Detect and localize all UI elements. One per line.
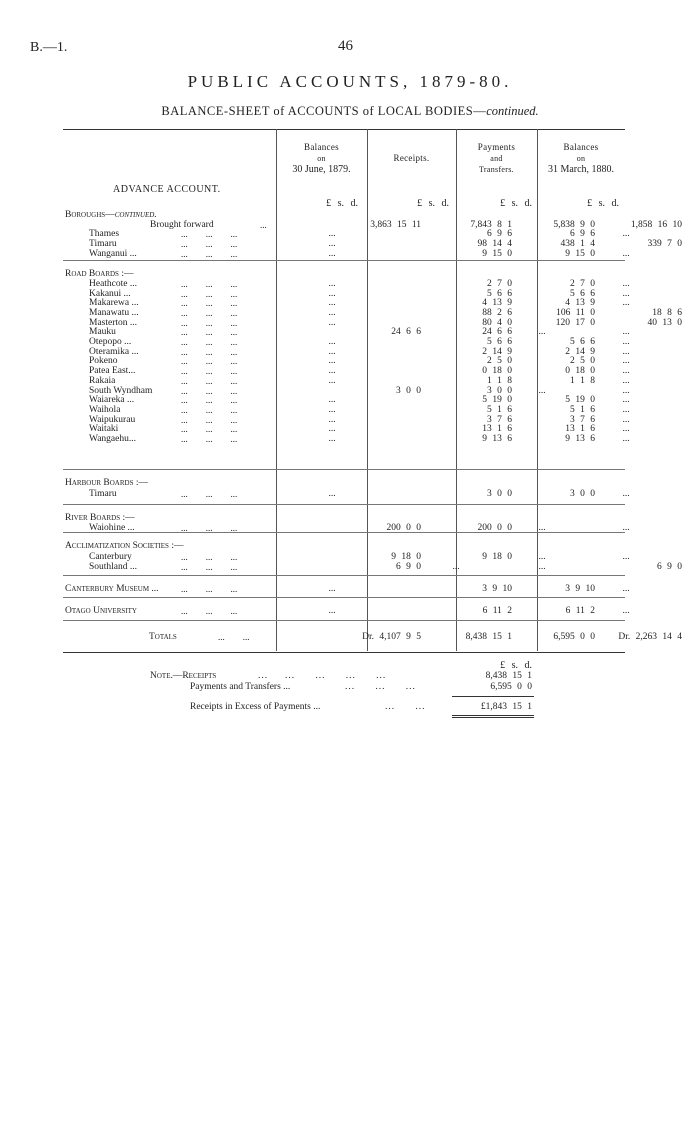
cell-p: 3 9 10 — [565, 584, 595, 594]
cell-r: 7,843 8 1 — [470, 220, 512, 230]
leader-dots: ... ... ... — [181, 347, 238, 357]
cell-b1: ... — [328, 337, 336, 347]
cell-b1: ... — [328, 318, 336, 328]
row-label: Mauku — [89, 327, 116, 337]
note-payments-label: Payments and Transfers ... — [190, 682, 291, 692]
table-row — [63, 489, 630, 499]
subtitle-main: BALANCE-SHEET of ACCOUNTS of LOCAL BODIES— — [161, 104, 487, 118]
cell-b2: ... — [622, 606, 630, 616]
cell-p: ... — [538, 562, 546, 572]
leader-dots: ... ... ... — [181, 279, 238, 289]
cell-p: ... — [538, 386, 546, 396]
cell-b2: ... — [622, 584, 630, 594]
cell-b1: 6 9 0 — [396, 562, 421, 572]
cell-p: 5 6 6 — [570, 289, 595, 299]
row-separator — [63, 504, 625, 505]
cell-p: 9 13 6 — [565, 434, 595, 444]
cell-b1: ... — [328, 395, 336, 405]
leader-dots: ... ... ... — [181, 376, 238, 386]
row-separator — [63, 532, 625, 533]
leader-dots: ... ... ... — [181, 356, 238, 366]
cell-p: 6 9 6 — [570, 229, 595, 239]
row-label: Road Boards :— — [65, 269, 134, 279]
cell-r: 3 0 0 — [487, 489, 512, 499]
col-line: on — [576, 154, 586, 163]
cell-b2: ... — [622, 337, 630, 347]
column-header-receipts — [367, 153, 456, 164]
row-label: Pokeno — [89, 356, 118, 366]
leader-dots: ... ... — [218, 632, 250, 642]
table-row — [63, 356, 630, 366]
cell-p: 13 1 6 — [565, 424, 595, 434]
row-label: Heathcote ... — [89, 279, 138, 289]
leader-dots: ... ... ... — [181, 289, 238, 299]
note-excess-label: Receipts in Excess of Payments ... — [190, 702, 321, 712]
header-left: B.—1. — [30, 40, 68, 55]
cell-b2: 18 8 6 — [652, 308, 682, 318]
leader-dots: ... ... ... — [181, 415, 238, 425]
cell-r: 5 6 6 — [487, 289, 512, 299]
row-separator — [63, 575, 625, 576]
leader-dots: ... ... ... — [181, 395, 238, 405]
cell-r: 24 6 6 — [482, 327, 512, 337]
cell-p: 6 11 2 — [565, 606, 595, 616]
cell-b2: ... — [622, 289, 630, 299]
cell-b1: ... — [328, 434, 336, 444]
cell-p: ... — [538, 552, 546, 562]
cell-p: 3 7 6 — [570, 415, 595, 425]
cell-p: 4 13 9 — [565, 298, 595, 308]
cell-r: 2 5 0 — [487, 356, 512, 366]
cell-b1: ... — [328, 366, 336, 376]
table-row — [63, 584, 630, 594]
row-label: Oteramika ... — [89, 347, 139, 357]
cell-b2: ... — [622, 395, 630, 405]
row-label: Timaru — [89, 489, 117, 499]
cell-r: 3 0 0 — [487, 386, 512, 396]
table-row — [63, 606, 630, 616]
cell-p: 5 1 6 — [570, 405, 595, 415]
cell-r: 5 1 6 — [487, 405, 512, 415]
table-row — [63, 308, 682, 318]
leader-dots: ... ... ... — [181, 386, 238, 396]
leader-dots: ... ... ... — [181, 405, 238, 415]
subtitle-italic: continued. — [486, 104, 539, 118]
unit-label: £ s. d. — [587, 198, 619, 209]
row-label: Wanganui ... — [89, 249, 137, 259]
cell-p: 6,595 0 0 — [553, 632, 595, 642]
row-label: Waiareka ... — [89, 395, 135, 405]
row-label: Waihola — [89, 405, 121, 415]
table-row — [63, 337, 630, 347]
table-row — [63, 478, 625, 488]
column-header-payments — [456, 142, 537, 175]
cell-b1: ... — [328, 308, 336, 318]
row-label: Southland ... — [89, 562, 138, 572]
leader-dots: ... ... ... — [181, 337, 238, 347]
cell-r: 3 9 10 — [482, 584, 512, 594]
unit-label: £ s. d. — [500, 198, 532, 209]
cell-b2: ... — [622, 249, 630, 259]
cell-b2: ... — [622, 376, 630, 386]
leader-dots: ... ... ... — [181, 434, 238, 444]
note-dots: ... ... ... — [345, 682, 416, 692]
cell-p: 5,838 9 0 — [553, 220, 595, 230]
column-header-balances-1880 — [537, 142, 625, 175]
table-row — [63, 279, 630, 289]
row-separator — [63, 469, 625, 470]
page-title: PUBLIC ACCOUNTS, 1879-80. — [187, 72, 513, 91]
cell-r: 88 2 6 — [482, 308, 512, 318]
cell-b1: ... — [328, 298, 336, 308]
row-label: Otago University — [65, 606, 137, 616]
row-label: Totals — [149, 632, 177, 642]
leader-dots: ... ... ... — [181, 327, 238, 337]
row-label: Patea East... — [89, 366, 136, 376]
leader-dots: ... ... ... — [181, 249, 238, 259]
cell-b2: 339 7 0 — [647, 239, 682, 249]
leader-dots: ... ... ... — [181, 523, 238, 533]
cell-b1: 3 0 0 — [396, 386, 421, 396]
cell-b2: ... — [622, 405, 630, 415]
cell-b1: 9 18 0 — [391, 552, 421, 562]
cell-b1: ... — [328, 415, 336, 425]
cell-b2: ... — [622, 366, 630, 376]
col-line: 30 June, 1879. — [292, 164, 351, 175]
row-label: Otepopo ... — [89, 337, 132, 347]
leader-dots: ... ... ... — [181, 239, 238, 249]
cell-b1: 3,863 15 11 — [370, 220, 421, 230]
cell-b2: Dr. 2,263 14 4 — [618, 632, 682, 642]
col-line: Balances — [563, 142, 599, 152]
row-label: Waiohine ... — [89, 523, 135, 533]
note-double-rule — [452, 717, 534, 718]
cell-p: 3 0 0 — [570, 489, 595, 499]
cell-p: ... — [538, 523, 546, 533]
row-label: Harbour Boards :— — [65, 478, 148, 488]
cell-b2: 40 13 0 — [647, 318, 682, 328]
note-double-rule — [452, 715, 534, 716]
cell-p: 2 7 0 — [570, 279, 595, 289]
cell-b1: ... — [328, 239, 336, 249]
table-row — [63, 513, 625, 523]
cell-p: 9 15 0 — [565, 249, 595, 259]
row-label: Makarewa ... — [89, 298, 139, 308]
unit-label: £ s. d. — [417, 198, 449, 209]
cell-b1: ... — [328, 606, 336, 616]
cell-r: 9 15 0 — [482, 249, 512, 259]
cell-p: 2 14 9 — [565, 347, 595, 357]
cell-r: 5 19 0 — [482, 395, 512, 405]
leader-dots: ... — [260, 220, 267, 230]
cell-p: 5 6 6 — [570, 337, 595, 347]
cell-b2: 1,858 16 10 — [630, 220, 682, 230]
cell-p: 5 19 0 — [565, 395, 595, 405]
cell-b2: ... — [622, 279, 630, 289]
row-separator — [63, 260, 625, 261]
row-label: Kakanui ... — [89, 289, 131, 299]
col-line: Receipts. — [393, 153, 430, 163]
leader-dots: ... ... ... — [181, 424, 238, 434]
cell-b1: ... — [328, 376, 336, 386]
row-label: South Wyndham — [89, 386, 153, 396]
cell-b1: ... — [328, 424, 336, 434]
col-line: Payments — [477, 142, 516, 152]
cell-b1: ... — [328, 279, 336, 289]
cell-b2: ... — [622, 552, 630, 562]
note-excess-value: £1,843 15 1 — [480, 702, 532, 712]
cell-r: 8,438 15 1 — [465, 632, 512, 642]
cell-r: ... — [452, 562, 460, 572]
table-row — [63, 424, 630, 434]
cell-r: 200 0 0 — [477, 523, 512, 533]
leader-dots: ... ... ... — [181, 318, 238, 328]
cell-b1: ... — [328, 249, 336, 259]
note-rule — [452, 696, 534, 697]
cell-r: 6 11 2 — [482, 606, 512, 616]
col-line: Transfers. — [479, 165, 514, 174]
leader-dots: ... ... ... — [181, 584, 238, 594]
leader-dots: ... ... ... — [181, 552, 238, 562]
table-row — [63, 249, 630, 259]
leader-dots: ... ... ... — [181, 606, 238, 616]
note-unit: £ s. d. — [500, 660, 532, 671]
cell-r: 98 14 4 — [477, 239, 512, 249]
cell-b1: ... — [328, 405, 336, 415]
note-receipts-label: Note.—Receipts — [150, 671, 217, 681]
cell-r: 6 9 6 — [487, 229, 512, 239]
cell-p: 438 1 4 — [560, 239, 595, 249]
row-label: Thames — [89, 229, 120, 239]
column-header-balances-1879 — [276, 142, 367, 175]
table-row — [63, 298, 630, 308]
note-receipts-value: 8,438 15 1 — [485, 671, 532, 681]
col-line: on — [317, 154, 326, 163]
row-label: Canterbury — [89, 552, 132, 562]
row-label: Waitaki — [89, 424, 119, 434]
leader-dots: ... ... ... — [181, 229, 238, 239]
table-row — [63, 562, 682, 572]
table-row — [63, 366, 630, 376]
leader-dots: ... ... ... — [181, 489, 238, 499]
cell-b2: ... — [622, 523, 630, 533]
table-row — [63, 405, 630, 415]
table-subtitle — [0, 104, 700, 119]
col-line: and — [490, 154, 503, 163]
cell-b1: Dr. 4,107 9 5 — [362, 632, 421, 642]
cell-b2: ... — [622, 415, 630, 425]
table-row — [63, 630, 682, 644]
row-label: Acclimatization Societies :— — [65, 541, 184, 551]
cell-p: 0 18 0 — [565, 366, 595, 376]
cell-p: 120 17 0 — [555, 318, 595, 328]
cell-b1: ... — [328, 584, 336, 594]
table-row — [63, 552, 630, 562]
cell-b2: ... — [622, 424, 630, 434]
leader-dots: ... ... ... — [181, 308, 238, 318]
cell-r: 0 18 0 — [482, 366, 512, 376]
cell-p: 2 5 0 — [570, 356, 595, 366]
row-label: Canterbury Museum ... — [65, 584, 159, 594]
cell-b2: ... — [622, 386, 630, 396]
cell-r: 4 13 9 — [482, 298, 512, 308]
section-title: ADVANCE ACCOUNT. — [113, 184, 221, 195]
cell-b2: ... — [622, 434, 630, 444]
row-label: Timaru — [89, 239, 117, 249]
cell-r: 9 13 6 — [482, 434, 512, 444]
cell-b1: ... — [328, 347, 336, 357]
cell-b2: ... — [622, 356, 630, 366]
table-row — [63, 269, 625, 279]
table-row — [63, 210, 625, 220]
table-row — [63, 229, 630, 239]
cell-b2: ... — [622, 327, 630, 337]
table-row — [63, 395, 630, 405]
cell-r: 1 1 8 — [487, 376, 512, 386]
row-label: Waipukurau — [89, 415, 136, 425]
row-label: Wangaehu... — [89, 434, 136, 444]
table-row — [63, 327, 630, 337]
note-dots: ... ... — [385, 702, 426, 712]
leader-dots: ... ... ... — [181, 562, 238, 572]
cell-p: 106 11 0 — [556, 308, 595, 318]
cell-r: 3 7 6 — [487, 415, 512, 425]
row-label: Masterton ... — [89, 318, 138, 328]
cell-r: 2 14 9 — [482, 347, 512, 357]
page-number: 46 — [338, 38, 353, 54]
table-row — [63, 376, 630, 386]
cell-b1: ... — [328, 489, 336, 499]
cell-b1: 200 0 0 — [386, 523, 421, 533]
cell-p: 1 1 8 — [570, 376, 595, 386]
row-label: Rakaia — [89, 376, 116, 386]
table-row — [63, 239, 682, 249]
cell-p: ... — [538, 327, 546, 337]
cell-b1: ... — [328, 289, 336, 299]
row-label: Manawatu ... — [89, 308, 139, 318]
unit-label: £ s. d. — [326, 198, 358, 209]
col-line: Balances — [304, 142, 339, 152]
cell-r: 9 18 0 — [482, 552, 512, 562]
cell-b2: ... — [622, 489, 630, 499]
cell-r: 13 1 6 — [482, 424, 512, 434]
leader-dots: ... ... ... — [181, 366, 238, 376]
table-row — [63, 434, 630, 444]
cell-b2: ... — [622, 229, 630, 239]
row-separator — [63, 620, 625, 621]
cell-r: 2 7 0 — [487, 279, 512, 289]
row-separator — [63, 597, 625, 598]
cell-b1: ... — [328, 356, 336, 366]
row-label: River Boards :— — [65, 513, 135, 523]
col-line: 31 March, 1880. — [547, 164, 615, 175]
cell-b2: ... — [622, 298, 630, 308]
leader-dots: ... ... ... — [181, 298, 238, 308]
note-dots: ... ... ... ... ... — [258, 671, 387, 681]
note-payments-value: 6,595 0 0 — [490, 682, 532, 692]
row-label: Boroughs—continued. — [65, 210, 157, 220]
cell-b1: ... — [328, 229, 336, 239]
cell-r: 5 6 6 — [487, 337, 512, 347]
cell-r: 80 4 0 — [482, 318, 512, 328]
cell-b2: 6 9 0 — [657, 562, 682, 572]
cell-b2: ... — [622, 347, 630, 357]
table-row — [63, 541, 625, 551]
cell-b1: 24 6 6 — [391, 327, 421, 337]
row-label: Brought forward — [150, 220, 214, 230]
